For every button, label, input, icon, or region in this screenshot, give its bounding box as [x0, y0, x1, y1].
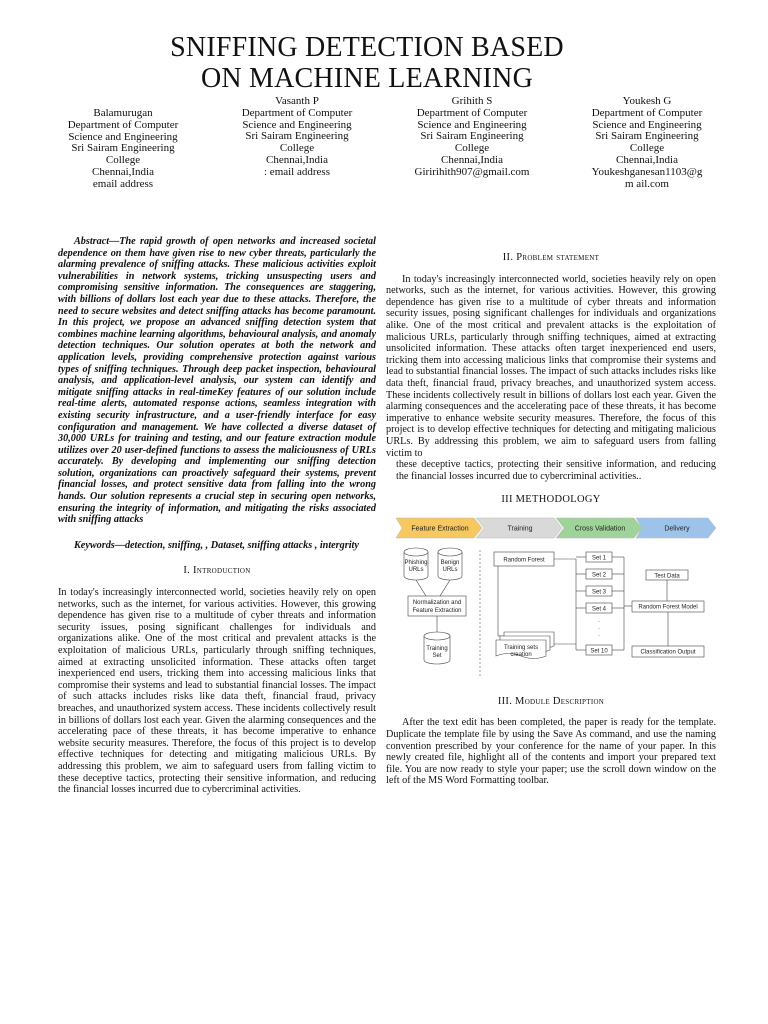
author-dept: Science and Engineering: [242, 118, 352, 131]
author-city: Chennai,India: [91, 165, 154, 178]
section-heading-methodology: III METHODOLOGY: [501, 494, 601, 506]
svg-text:URLs: URLs: [442, 566, 458, 573]
svg-text:.: .: [598, 631, 600, 638]
svg-text:creation: creation: [510, 651, 532, 658]
author-college: Sri Sairam Engineering: [420, 130, 524, 143]
stage-label: Cross Validation: [574, 525, 626, 533]
author-city: Chennai,India: [440, 153, 503, 166]
training-set-database: [424, 632, 450, 664]
author-city: Chennai,India: [265, 153, 328, 166]
introduction-text: In today's increasingly interconnected world, societies heavily rely on open networks, such as the internet, for various activities. However, this growing dependence has given rise to a multitude of cyber threats and information security issues, posing significant challenges for individuals and organizations alike. One of the most critical and prevalent attacks is the exploitation of malicious URLs, particularly through sniffing techniques, aimed at extracting unsolicited information. These attacks often target inexperienced end users, tricking them into accessing malicious links that compromise their systems and lead to substantial financial losses. The impact of such attacks includes risks like data theft, financial fraud, privacy breaches, and unauthorized system access. These incidents collectively result in billions of dollars lost each year. Given the alarming consequences and the accelerating pace of these threats, it has become imperative to enhance website security measures. Therefore, the focus of this project is to develop effective techniques for detecting and mitigating malicious URLs. By addressing this problem, we aim to safeguard users from falling victim to these deceptive tactics, protecting their sensitive information, and reducing the financial losses incurred due to cybercriminal activities.: [58, 587, 376, 796]
author-name: Grihith S: [451, 95, 493, 107]
author-dept: Department of Computer: [67, 118, 179, 131]
paper-title: [0, 32, 734, 94]
svg-text:Benign: Benign: [440, 559, 460, 566]
svg-text:Normalization and: Normalization and: [412, 599, 462, 606]
author-name: Balamurugan: [93, 107, 153, 119]
author-email: Giririhith907@gmail.com: [414, 165, 530, 178]
author-college: College: [629, 142, 665, 155]
author-college: Sri Sairam Engineering: [71, 142, 175, 155]
svg-text:Set 1: Set 1: [591, 555, 607, 562]
left-column: [58, 236, 376, 796]
section-heading-introduction: I. Introduction: [183, 565, 251, 577]
svg-text:Random Forest: Random Forest: [503, 557, 545, 564]
section-heading-problem: II. Problem statement: [502, 252, 600, 263]
benign-urls-database: [438, 548, 462, 580]
right-column: [386, 252, 716, 787]
svg-text:Set 4: Set 4: [591, 606, 607, 613]
author-email: m ail.com: [625, 177, 669, 190]
training-sets-stack: [496, 632, 554, 659]
keywords: Keywords—detection, sniffing, , Dataset, sniffing attacks , intergrity: [74, 539, 359, 551]
svg-text:.: .: [598, 617, 600, 624]
abstract: Abstract—The rapid growth of open networks and increased societal dependence on them have given rise to new cyber threats, particularly the alarming prevalence of sniffing attacks. These malicious activities exploit vulnerabilities in network systems, tricking unsuspecting users and compromising sensitive information. The consequences are staggering, with billions of dollars lost each year due to these attacks. Therefore, the need to secure websites and detect sniffing attacks has become paramount. In this project, we propose an advanced sniffing detection system that combines machine learning algorithms, behavioural analysis, and anomaly detection techniques. Our solution operates at both the network and application levels, providing comprehensive protection against various types of sniffing techniques. Through deep packet inspection, behavioural analysis, and application-level analysis, our system can identify and mitigate sniffing attacks in real-timeKey features of our solution include real-time alerts, automated response actions, seamless integration with existing security infrastructure, and a user-friendly interface for easy configuration and management. We have collected a diverse dataset of 30,000 URLs for training and testing, and our feature extraction module utilizes over 20 user-defined functions to assess the maliciousness of URLs accurately. By developing and implementing our sniffing detection solution, organizations can proactively safeguard their systems, prevent financial losses, and protect sensitive data from falling into the wrong hands. Our solution represents a crucial step in securing open networks, ensuring the integrity of information, and mitigating the risks associated with sniffing attacks: [58, 236, 376, 526]
problem-text: In today's increasingly interconnected world, societies heavily rely on open networks, such as the internet, for various activities. However, this growing dependence has given rise to a multitude of cyber threats and information security issues, posing significant challenges for individuals and organizations alike. One of the most critical and prevalent attacks is the exploitation of malicious URLs, particularly through sniffing techniques, aimed at extracting unsolicited information. These attacks often target inexperienced end users, tricking them into accessing malicious links that compromise their systems and lead to substantial financial losses. The impact of such attacks includes risks like data theft, financial fraud, privacy breaches, and unauthorized system access. These incidents collectively result in billions of dollars lost each year. Given the alarming consequences and the accelerating pace of these threats, it has become imperative to enhance website security measures. Therefore, the focus of this project is to develop effective techniques for detecting and mitigating malicious URLs. By addressing this problem, we aim to safeguard users from falling victim to: [386, 273, 716, 459]
problem-text-continued: these deceptive tactics, protecting their sensitive information, and reducing the financial losses incurred due to cybercriminal activities..: [396, 459, 716, 482]
svg-text:Training sets: Training sets: [503, 644, 539, 651]
author-email: email address: [92, 177, 154, 190]
svg-text:Classification Output: Classification Output: [640, 649, 696, 656]
author-college: Sri Sairam Engineering: [595, 130, 699, 143]
author-college: College: [105, 154, 141, 167]
author-dept: Science and Engineering: [417, 118, 527, 131]
svg-text:Training: Training: [426, 645, 448, 652]
author-dept: Department of Computer: [591, 106, 703, 119]
methodology-diagram: [396, 516, 716, 686]
svg-text:Feature Extraction: Feature Extraction: [412, 607, 462, 614]
section-heading-module: III. Module Description: [497, 695, 605, 707]
svg-text:.: .: [598, 624, 600, 631]
author-dept: Science and Engineering: [592, 118, 702, 131]
title-line-2: ON MACHINE LEARNING: [201, 63, 533, 94]
svg-text:Set: Set: [432, 652, 442, 659]
author-name: Youkesh G: [622, 95, 672, 107]
svg-text:Test Data: Test Data: [654, 573, 680, 580]
svg-text:Set 3: Set 3: [591, 589, 607, 596]
author-college: Sri Sairam Engineering: [245, 130, 349, 143]
author-block-2: [222, 96, 372, 179]
author-dept: Department of Computer: [241, 106, 353, 119]
author-dept: Science and Engineering: [68, 130, 178, 143]
title-line-1: SNIFFING DETECTION BASED: [170, 32, 564, 63]
stage-label: Feature Extraction: [411, 525, 469, 533]
author-dept: Department of Computer: [416, 106, 528, 119]
author-college: College: [279, 142, 315, 155]
module-text: After the text edit has been completed, the paper is ready for the template. Duplicate the template file by using the Save As command, and use the naming convention prescribed by your conference for the name of your paper. In this newly created file, highlight all of the contents and import your prepared text file. You are now ready to style your paper; use the scroll down window on the left of the MS Word Formatting toolbar.: [386, 717, 716, 787]
author-email: Youkeshganesan1103@g: [591, 165, 703, 178]
author-block-1: [48, 108, 198, 191]
svg-text:Set 2: Set 2: [591, 572, 607, 579]
svg-text:Phishing: Phishing: [404, 559, 428, 566]
author-city: Chennai,India: [615, 153, 678, 166]
author-college: College: [454, 142, 490, 155]
stage-label: Delivery: [664, 525, 690, 533]
phishing-urls-database: [404, 548, 428, 580]
author-block-3: [397, 96, 547, 179]
svg-text:URLs: URLs: [408, 566, 424, 573]
author-email: : email address: [264, 165, 330, 178]
svg-text:Random Forest Model: Random Forest Model: [638, 604, 698, 611]
author-name: Vasanth P: [275, 95, 319, 107]
svg-text:Set 10: Set 10: [590, 648, 608, 655]
author-block-4: [572, 96, 722, 190]
stage-label: Training: [507, 525, 533, 533]
